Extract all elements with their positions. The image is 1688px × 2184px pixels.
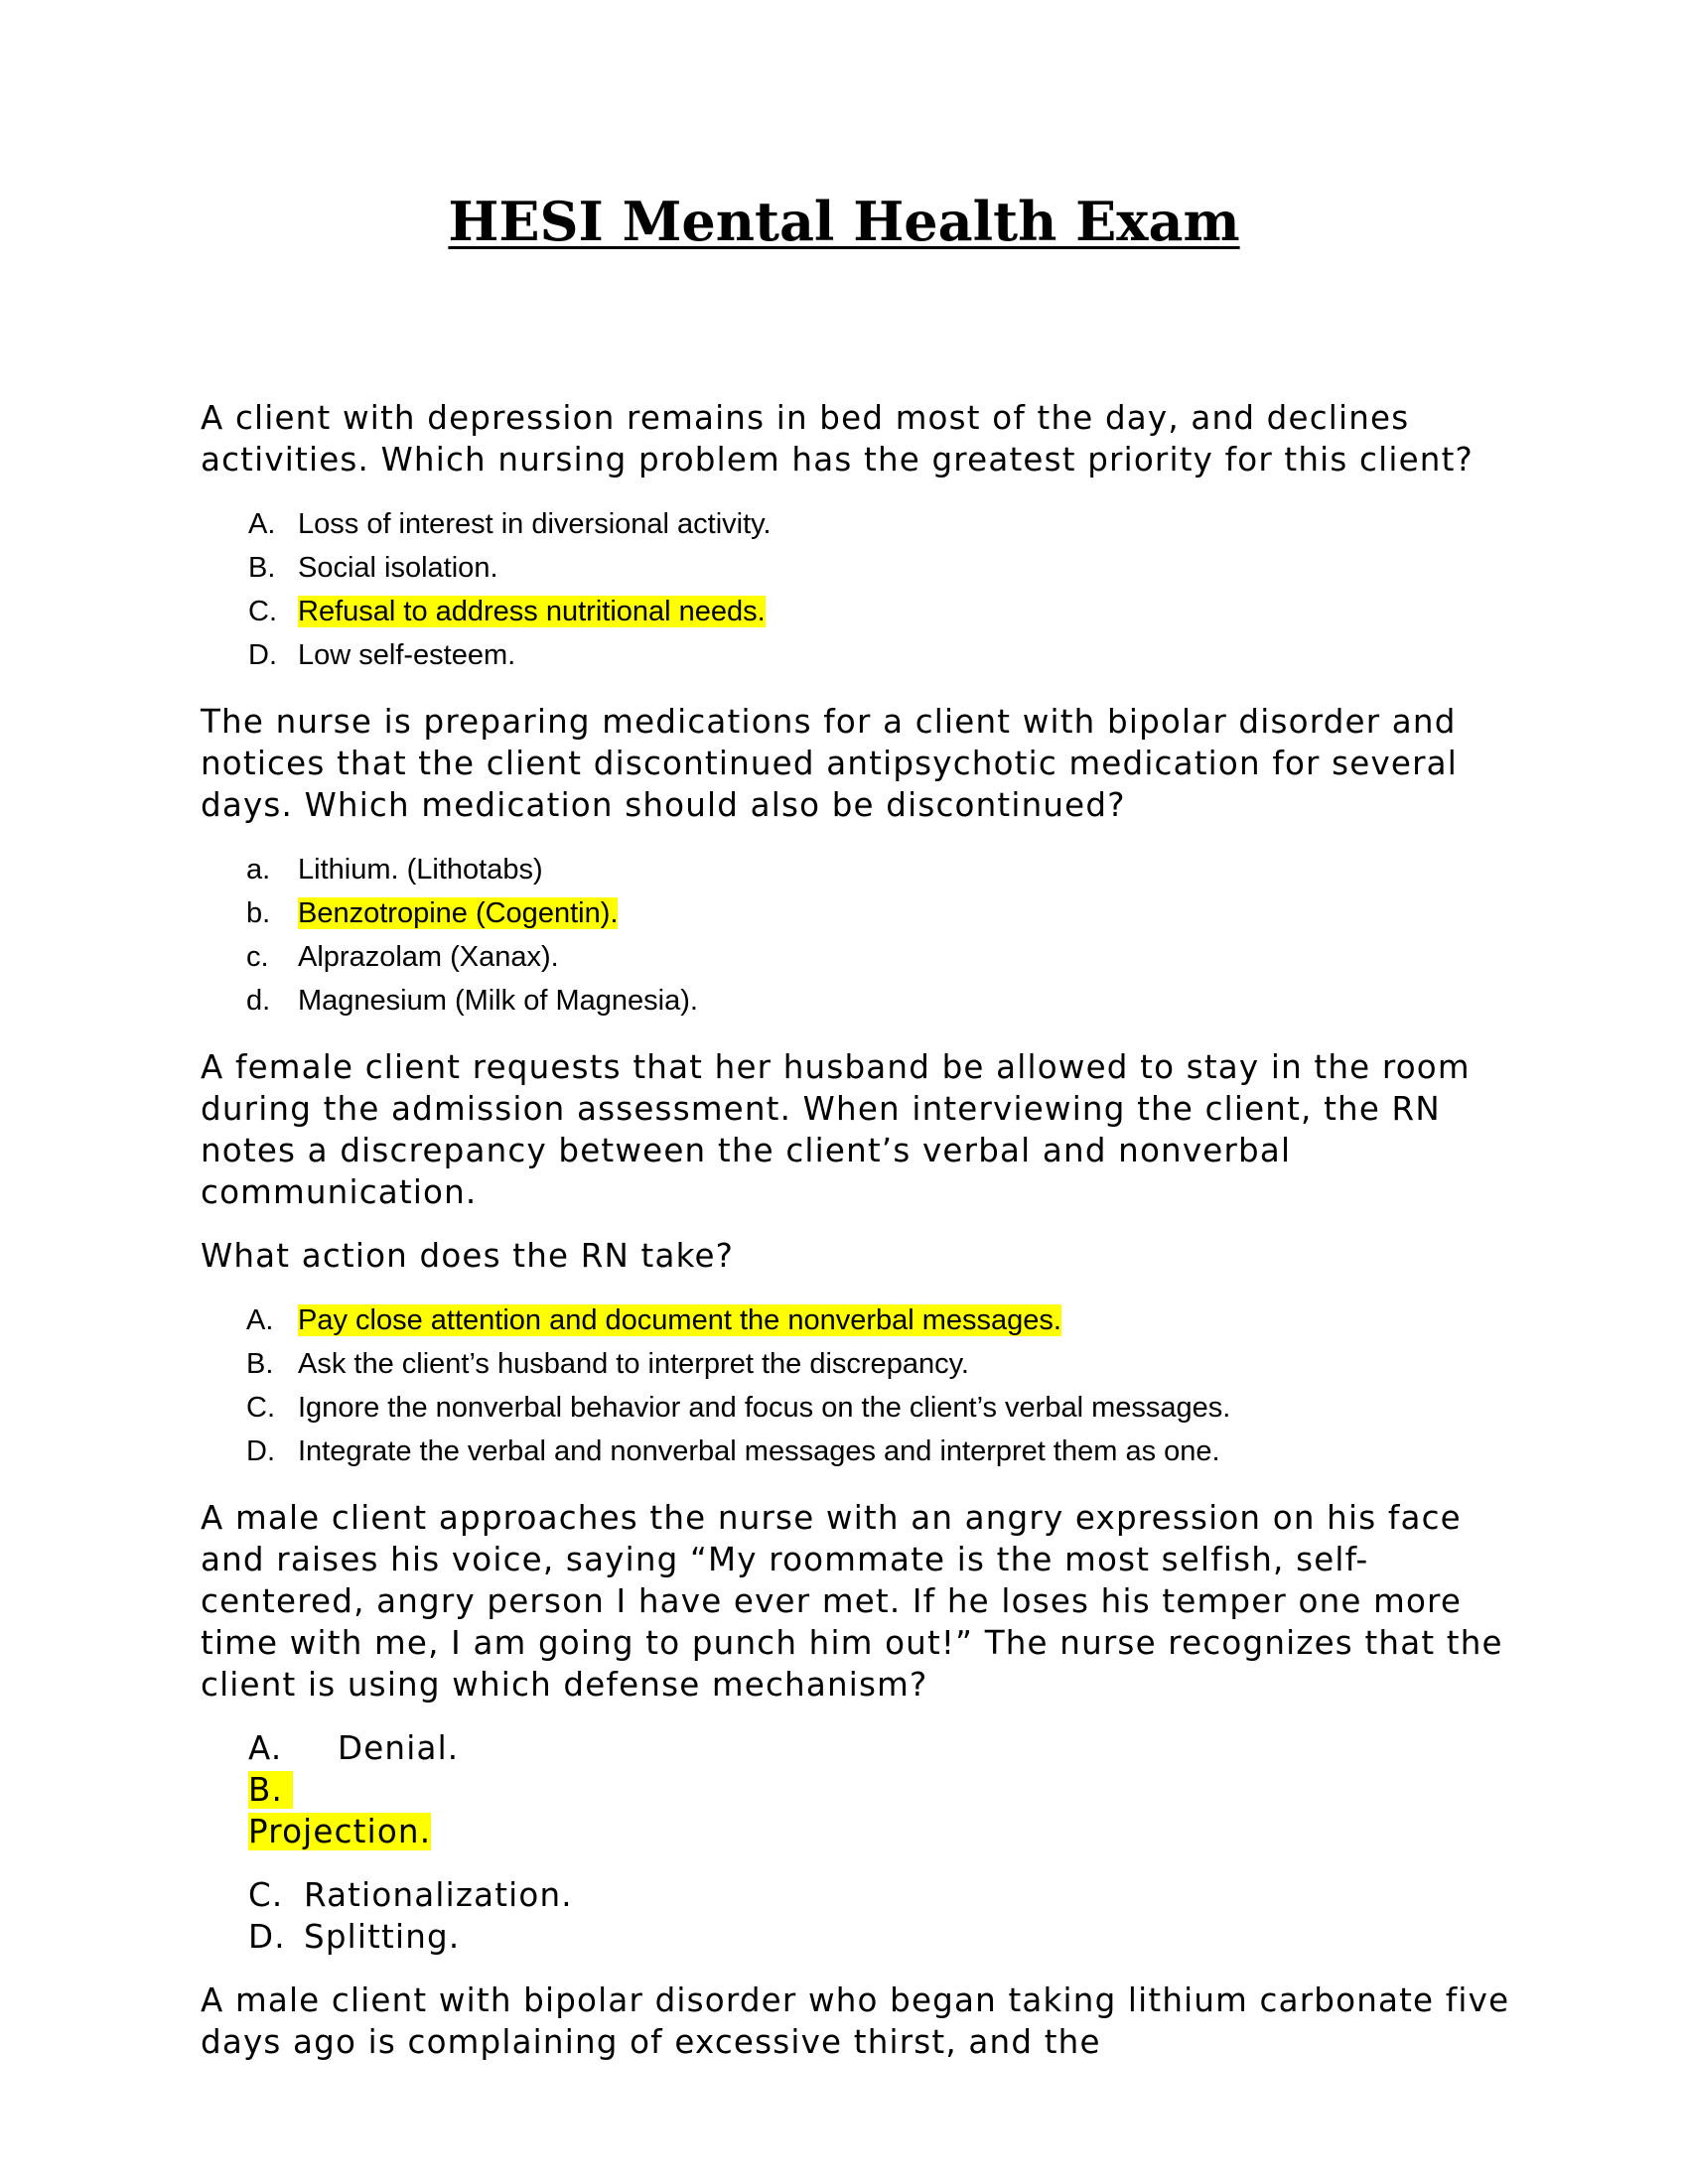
question-4-option-a <box>201 1727 1511 1769</box>
option-marker: b. <box>246 897 271 929</box>
option-text: Ask the client’s husband to interpret the discrepancy. <box>298 1348 969 1380</box>
question-3-option-a <box>201 1298 1233 1342</box>
option-marker: C. <box>246 1392 275 1424</box>
option-text: Alprazolam (Xanax). <box>298 941 559 973</box>
option-marker: B. <box>248 1771 293 1809</box>
option-text: Magnesium (Milk of Magnesia). <box>298 985 698 1017</box>
option-marker: C. <box>248 1876 284 1914</box>
option-text: Integrate the verbal and nonverbal messages and interpret them as one. <box>298 1435 1220 1467</box>
option-marker: B. <box>248 552 276 584</box>
question-2-option-a <box>201 848 1511 891</box>
option-text: Social isolation. <box>298 552 498 584</box>
option-text: Splitting. <box>304 1918 461 1956</box>
option-marker: A. <box>246 1304 274 1336</box>
question-4-option-d <box>201 1916 1511 1958</box>
document-body <box>201 397 1511 2085</box>
option-text: Loss of interest in diversional activity. <box>298 508 772 540</box>
option-text: Low self-esteem. <box>298 639 516 671</box>
option-text: Lithium. (Lithotabs) <box>298 854 543 886</box>
highlighted-answer: Refusal to address nutritional needs. <box>298 596 766 627</box>
question-2-text: The nurse is preparing medications for a client with bipolar disorder and notices that the client discontinued antipsychotic medication for several days. Which medication should also be discontinued? <box>201 703 1459 824</box>
question-4-option-c <box>201 1874 1511 1916</box>
question-1-option-a <box>201 502 1511 546</box>
question-1-option-d <box>201 633 1511 677</box>
option-marker: c. <box>246 941 269 973</box>
option-marker: D. <box>246 1435 275 1467</box>
question-3-subtext: What action does the RN take? <box>201 1237 735 1275</box>
question-2-options <box>201 848 1511 1023</box>
question-1-text: A client with depression remains in bed most of the day, and declines activities. Which nursing problem has the greatest priority for this client? <box>201 399 1474 478</box>
question-2-option-b <box>201 891 1511 935</box>
question-4-text: A male client approaches the nurse with an angry expression on his face and raises his voice, saying “My roommate is the most selfish, self-centered, angry person I have ever met. If he loses his temper one more time with me, I am going to punch him out!” The nurse recognizes that the client is using which defense mechanism? <box>201 1499 1503 1704</box>
question-2-option-c <box>201 935 1511 979</box>
option-marker: d. <box>246 985 271 1017</box>
option-marker: D. <box>248 1918 286 1956</box>
question-1-option-b <box>201 546 1511 590</box>
highlighted-answer: Pay close attention and document the nonverbal messages. <box>298 1304 1061 1336</box>
highlighted-answer: Benzotropine (Cogentin). <box>298 897 619 929</box>
question-4-options <box>201 1727 1511 1958</box>
question-1-options <box>201 502 1511 677</box>
option-marker: C. <box>248 596 277 627</box>
question-2-option-d <box>201 979 1511 1023</box>
option-text: Ignore the nonverbal behavior and focus on the client’s verbal messages. <box>298 1392 1231 1424</box>
question-4-option-b <box>201 1769 1511 1852</box>
option-marker: B. <box>246 1348 274 1380</box>
option-text: Denial. <box>338 1729 460 1767</box>
highlighted-answer: Projection. <box>248 1813 432 1850</box>
question-3-option-d <box>201 1430 1233 1473</box>
option-marker: a. <box>246 854 271 886</box>
spacer <box>201 1852 1511 1874</box>
question-3-text: A female client requests that her husband be allowed to stay in the room during the admission assessment. When interviewing the client, the RN notes a discrepancy between the client’s verbal and nonverbal communication. <box>201 1048 1471 1211</box>
question-3-option-b <box>201 1342 1233 1386</box>
question-1-option-c <box>201 590 1511 633</box>
question-3-options <box>201 1298 1233 1473</box>
option-marker: A. <box>248 1729 283 1767</box>
question-3-option-c <box>201 1386 1233 1430</box>
option-text: Rationalization. <box>304 1876 573 1914</box>
option-marker: A. <box>248 508 276 540</box>
page-title: HESI Mental Health Exam <box>448 190 1240 253</box>
option-marker: D. <box>248 639 277 671</box>
question-5-text: A male client with bipolar disorder who began taking lithium carbonate five days ago is complaining of excessive thirst, and the <box>201 1981 1510 2061</box>
